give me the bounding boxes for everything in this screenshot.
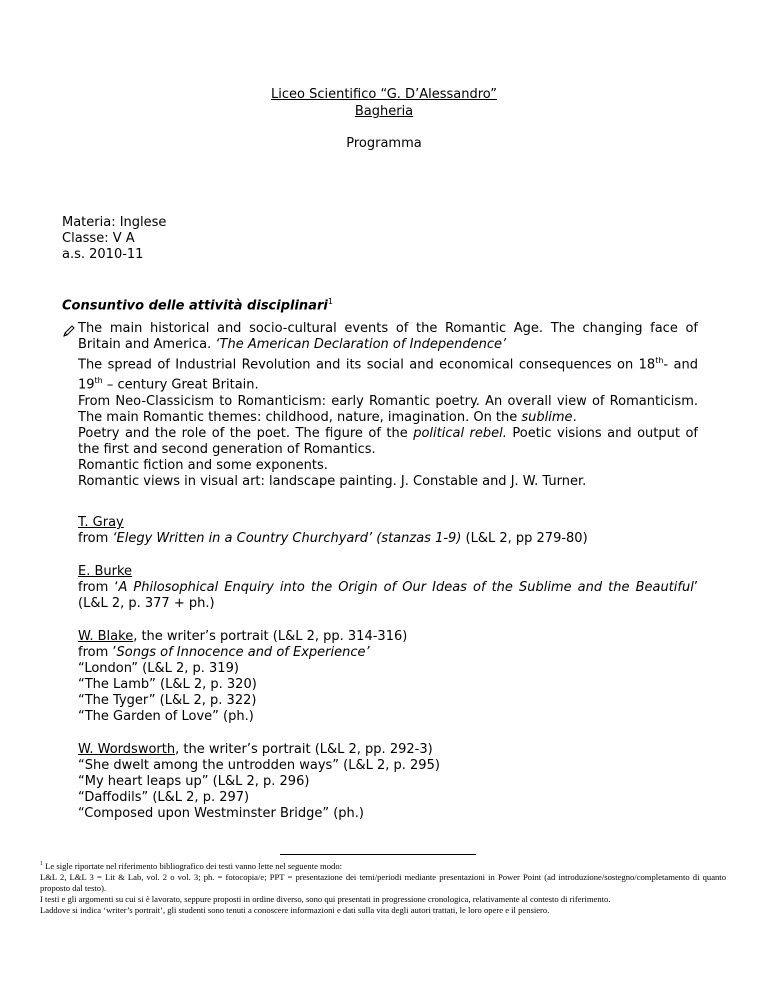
poem-item: “My heart leaps up” (L&L 2, p. 296) [78,774,310,789]
author-name: W. Wordsworth [78,742,176,757]
footnote-line: Laddove si indica ‘writer’s portrait’, gli studenti sono tenuti a conoscere informazioni e dati sulla vita degli autori trattati, le loro opere e il pensiero. [40,904,550,915]
work-line [78,580,698,612]
work-title: A Philosophical Enquiry into the Origin of Our Ideas of the Sublime and the Beautiful [118,580,694,595]
poem-item: “The Lamb” (L&L 2, p. 320) [78,677,257,692]
intro-text: – century Great Britain. [102,377,259,393]
footnote-line: L&L 2, L&L 3 = Lit & Lab, vol. 2 o vol. 3; ph. = fotocopia/e; PPT = presentazione dei temi/periodi mediante presentazioni in Power Point (ad introduzione/sostegno/completamento di quanto proposto dal testo). [40,871,726,893]
ordinal-suffix: th [655,356,664,365]
intro-paragraph: Romantic views in visual art: landscape painting. J. Constable and J. W. Turner. [78,473,587,489]
school-city: Bagheria [354,104,414,119]
intro-text-italic: political rebel. [413,425,507,441]
author-name: W. Blake [78,629,134,644]
portrait-reference: , the writer’s portrait (L&L 2, pp. 292-3) [175,742,433,757]
work-line [78,531,698,547]
intro-paragraph [78,321,698,353]
section-title-text: Consuntivo delle attività disciplinari [62,298,328,314]
romantic-age-overview [78,321,698,490]
meta-school-year: a.s. 2010-11 [62,247,144,262]
from-label: from ‘ [78,580,119,595]
poem-item: “London” (L&L 2, p. 319) [78,661,239,676]
footnote-mark: 1 [40,861,43,867]
poem-item: “Daffodils” (L&L 2, p. 297) [78,790,250,805]
poem-item: “She dwelt among the untrodden ways” (L&L 2, p. 295) [78,758,440,773]
footnote-line [40,859,726,872]
footnote-text: Le sigle riportate nel riferimento bibliografico dei testi vanno lette nel seguente modo: [43,860,343,871]
book-reference: ’ (L&L 2, p. 377 + ph.) [78,580,698,611]
footnote [40,859,726,916]
intro-text: Poetic visions and output of the first and second generation of Romantics. [78,425,698,457]
book-reference: (L&L 2, pp 279-80) [461,531,588,546]
blake-entry [78,629,698,725]
intro-paragraph: Romantic fiction and some exponents. [78,457,328,473]
poem-item: “The Tyger” (L&L 2, p. 322) [78,693,257,708]
poem-item: “Composed upon Westminster Bridge” (ph.) [78,806,364,821]
pencil-icon [62,324,76,342]
author-name: T. Gray [78,515,124,530]
intro-text: . [572,409,577,425]
meta-subject: Materia: Inglese [62,215,167,230]
intro-text: - and 19 [78,357,698,393]
work-title: ‘Elegy Written in a Country Churchyard’ (stanzas 1-9) [112,531,462,546]
intro-paragraph [78,394,698,426]
work-title: Songs of Innocence and of Experience’ [116,645,370,660]
footnote-line: I testi e gli argomenti su cui si è lavorato, seppure proposti in ordine diverso, sono qui presentati in progressione cronologica, relativamente al contesto di riferimento. [40,893,611,904]
burke-entry [78,564,698,612]
school-name: Liceo Scientifico “G. D’Alessandro” [270,87,497,102]
from-label: from [78,531,113,546]
intro-text: The spread of Industrial Revolution and its social and economical consequences on 18 [78,357,656,373]
intro-text: The main historical and socio-cultural events of the Romantic Age. The changing face of Britain and America. [78,321,698,352]
footnote-reference: 1 [327,297,333,306]
author-name: E. Burke [78,564,133,579]
document-title: Programma [346,136,422,151]
work-line [78,645,698,661]
author-line [78,742,698,758]
poem-item: “The Garden of Love” (ph.) [78,709,254,724]
author-line [78,629,698,645]
ordinal-suffix: th [94,376,103,386]
intro-text-italic: sublime [521,409,573,425]
intro-paragraph [78,426,698,458]
intro-text: Poetry and the role of the poet. The figure of the [78,425,414,441]
intro-paragraph [78,353,698,394]
meta-class: Classe: V A [62,231,135,246]
from-label: from ’ [78,645,117,660]
portrait-reference: , the writer’s portrait (L&L 2, pp. 314-316) [133,629,408,644]
gray-entry [78,515,698,547]
footnote-separator [280,854,476,855]
intro-text: From Neo-Classicism to Romanticism: early Romantic poetry. An overall view of Romanticism. The main Romantic themes: childhood, nature, imagination. On the [78,393,698,425]
section-title [62,297,333,313]
intro-text-italic: ‘The American Declaration of Independence’ [215,337,507,352]
wordsworth-entry [78,742,698,822]
